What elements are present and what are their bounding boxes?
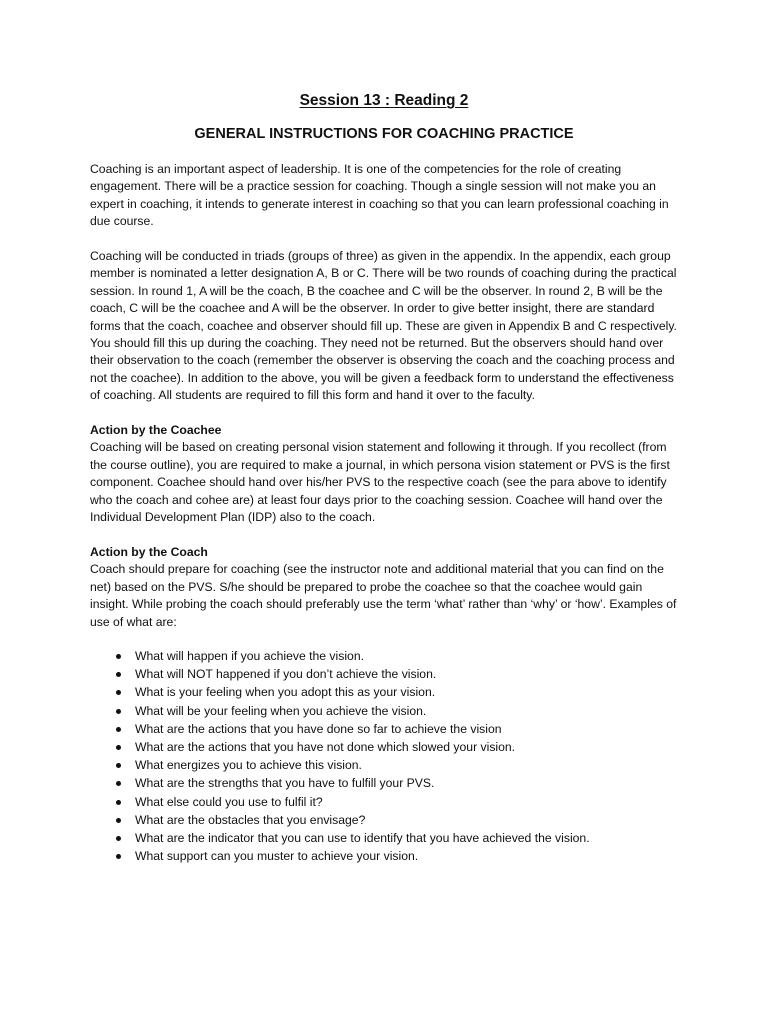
list-item	[90, 683, 678, 701]
bullet-icon	[116, 727, 121, 732]
list-item-text: What will be your feeling when you achieve the vision.	[135, 703, 427, 718]
list-item	[90, 720, 678, 738]
bullet-icon	[116, 836, 121, 841]
bullet-icon	[116, 672, 121, 677]
list-item	[90, 793, 678, 811]
bullet-icon	[116, 654, 121, 659]
bullet-icon	[116, 800, 121, 805]
list-item-text: What will NOT happened if you don’t achieve the vision.	[135, 667, 437, 682]
list-item-text: What energizes you to achieve this vision.	[135, 758, 362, 773]
list-item-text: What will happen if you achieve the vision.	[135, 648, 364, 663]
list-item	[90, 665, 678, 683]
questions-list	[90, 647, 678, 865]
bullet-icon	[116, 818, 121, 823]
list-item-text: What are the actions that you have done so far to achieve the vision	[135, 721, 502, 736]
list-item	[90, 847, 678, 865]
coach-paragraph: Coach should prepare for coaching (see the instructor note and additional material that you can find on the net) based on the PVS. S/he should be prepared to probe the coachee so that the coachee would gain insight. While probing the coach should preferably use the term ‘what’ rather than ‘why’ or ‘how’. Examples of use of what are:	[90, 562, 677, 629]
list-item-text: What is your feeling when you adopt this as your vision.	[135, 685, 436, 700]
list-item-text: What else could you use to fulfil it?	[135, 794, 323, 809]
list-item	[90, 829, 678, 847]
coach-heading: Action by the Coach	[90, 544, 208, 559]
list-item-text: What are the actions that you have not done which slowed your vision.	[135, 739, 516, 754]
list-item-text: What support can you muster to achieve your vision.	[135, 849, 419, 864]
bullet-icon	[116, 709, 121, 714]
coachee-heading: Action by the Coachee	[90, 423, 222, 438]
list-item	[90, 811, 678, 829]
list-item	[90, 702, 678, 720]
triads-paragraph: Coaching will be conducted in triads (groups of three) as given in the appendix. In the appendix, each group member is nominated a letter designation A, B or C. There will be two rounds of coaching during the practical session. In round 1, A will be the coach, B the coachee and C will be the observer. In round 2, B will be the coach, C will be the coachee and A will be the observer. In order to give better insight, there are standard forms that the coach, coachee and observer should fill up. These are given in Appendix B and C respectively. You should fill this up during the coaching. They need not be returned. But the observers should hand over their observation to the coach (remember the observer is observing the coach and the coaching process and not the coachee). In addition to the above, you will be given a feedback form to understand the effectiveness of coaching. All students are required to fill this form and hand it over to the faculty.	[90, 249, 677, 403]
list-item	[90, 647, 678, 665]
intro-paragraph: Coaching is an important aspect of leadership. It is one of the competencies for the role of creating engagement. There will be a practice session for coaching. Though a single session will not make you an expert in coaching, it intends to generate interest in coaching so that you can learn professional coaching in due course.	[90, 162, 669, 229]
bullet-icon	[116, 763, 121, 768]
bullet-icon	[116, 690, 121, 695]
list-item	[90, 738, 678, 756]
bullet-icon	[116, 745, 121, 750]
bullet-icon	[116, 854, 121, 859]
bullet-icon	[116, 781, 121, 786]
list-item-text: What are the obstacles that you envisage?	[135, 812, 366, 827]
list-item	[90, 756, 678, 774]
coachee-paragraph: Coaching will be based on creating personal vision statement and following it through. If you recollect (from the course outline), you are required to make a journal, in which persona vision statement or PVS is the first component. Coachee should hand over his/her PVS to the respective coach (see the para above to identify who the coach and cohee are) at least four days prior to the coaching session. Coachee will hand over the Individual Development Plan (IDP) also to the coach.	[90, 440, 670, 525]
list-item-text: What are the strengths that you have to fulfill your PVS.	[135, 776, 435, 791]
list-item	[90, 774, 678, 792]
list-item-text: What are the indicator that you can use to identify that you have achieved the vision.	[135, 830, 590, 845]
document-title: Session 13 : Reading 2	[299, 92, 469, 109]
document-subtitle: GENERAL INSTRUCTIONS FOR COACHING PRACTICE	[194, 126, 574, 142]
